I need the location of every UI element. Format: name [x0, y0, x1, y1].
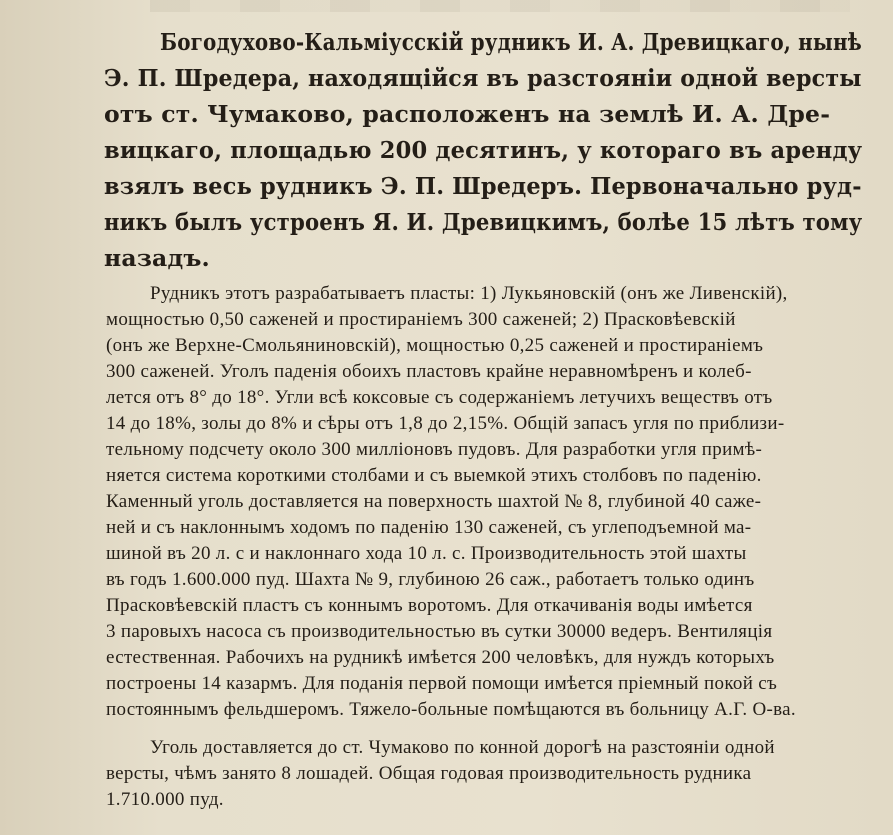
- body-line: (онъ же Верхне-Смольяниновскій), мощностью 0,25 саженей и простираніемъ: [106, 335, 764, 356]
- body-line: версты, чѣмъ занято 8 лошадей. Общая годовая производительность рудника: [106, 763, 752, 784]
- lead-line: Богодухово-Кальміусскій рудникъ И. А. Древицкаго, нынѣ: [160, 28, 862, 56]
- body-line: мощностью 0,50 саженей и простираніемъ 300 саженей; 2) Прасковѣевскій: [106, 309, 736, 330]
- body-line: 14 до 18%, золы до 8% и сѣры отъ 1,8 до 2,15%. Общій запасъ угля по приблизи-: [106, 413, 785, 434]
- lead-line: никъ былъ устроенъ Я. И. Древицкимъ, болѣе 15 лѣтъ тому: [104, 208, 863, 236]
- body-line: естественная. Рабочихъ на рудникѣ имѣется 200 человѣкъ, для нуждъ которыхъ: [106, 647, 775, 668]
- body-line: построены 14 казармъ. Для поданія первой помощи имѣется пріемный покой съ: [106, 673, 778, 694]
- body-line: лется отъ 8° до 18°. Угли всѣ коксовые съ содержаніемъ летучихъ веществъ отъ: [106, 387, 773, 408]
- lead-line: Э. П. Шредера, находящійся въ разстояніи одной версты: [104, 64, 862, 92]
- body-line: тельному подсчету около 300 милліоновъ пудовъ. Для разработки угля примѣ-: [106, 439, 763, 460]
- body-line: 3 паровыхъ насоса съ производительностью въ сутки 30000 ведеръ. Вентиляція: [106, 621, 773, 642]
- body-line: 1.710.000 пуд.: [106, 789, 224, 810]
- body-line: шиной въ 20 л. с и наклоннаго хода 10 л. с. Производительность этой шахты: [106, 543, 747, 564]
- body-line: няется система короткими столбами и съ выемкой этихъ столбовъ по паденію.: [106, 465, 762, 486]
- body-line: Каменный уголь доставляется на поверхность шахтой № 8, глубиной 40 саже-: [106, 491, 762, 512]
- lead-line: вицкаго, площадью 200 десятинъ, у котораго въ аренду: [104, 136, 863, 164]
- body-line: постояннымъ фельдшеромъ. Тяжело-больные помѣщаются въ больницу А.Г. О-ва.: [106, 699, 796, 720]
- body-line: Рудникъ этотъ разрабатываетъ пласты: 1) Лукьяновскій (онъ же Ливенскій),: [150, 283, 788, 304]
- body-line: 300 саженей. Уголъ паденія обоихъ пластовъ крайне неравномѣренъ и колеб-: [106, 361, 752, 382]
- lead-line: взялъ весь рудникъ Э. П. Шредеръ. Первоначально руд-: [104, 172, 862, 200]
- body-line: Уголь доставляется до ст. Чумаково по конной дорогѣ на разстояніи одной: [150, 737, 775, 758]
- lead-line: назадъ.: [104, 244, 210, 272]
- body-line: въ годъ 1.600.000 пуд. Шахта № 9, глубиною 26 саж., работаетъ только одинъ: [106, 569, 755, 590]
- bleed-through-shadow: [150, 0, 850, 12]
- body-line: Прасковѣевскій пластъ съ коннымъ воротомъ. Для откачиванія воды имѣется: [106, 595, 753, 616]
- lead-line: отъ ст. Чумаково, расположенъ на землѣ И. А. Дре-: [104, 100, 831, 128]
- body-line: ней и съ наклоннымъ ходомъ по паденію 130 саженей, съ углеподъемной ма-: [106, 517, 752, 538]
